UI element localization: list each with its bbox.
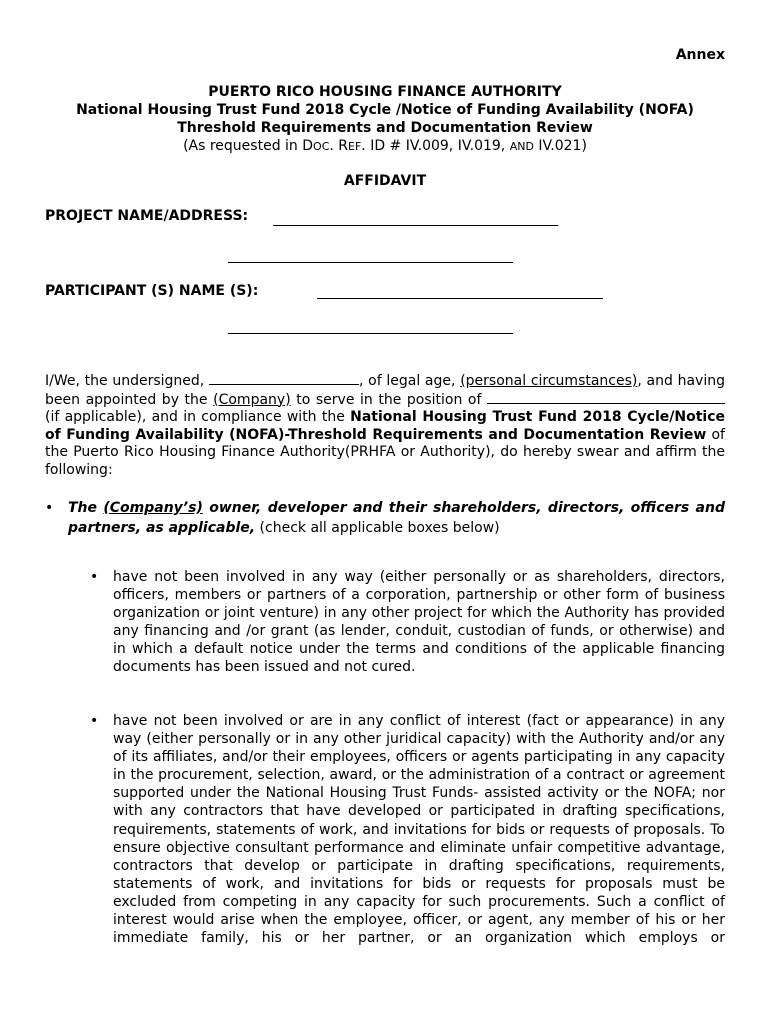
participant-name-field[interactable] <box>317 298 603 299</box>
bullet-icon: • <box>90 713 99 729</box>
participant-name-field-2[interactable] <box>228 333 513 334</box>
intro-paragraph: I/We, the undersigned, , of legal age, (personal circumstances), and having been appointed by the (Company) to serve in the position of (if applicable), and in compliance with the National Housing Trust Fund 2018 Cycle/Notice of Funding Availability (NOFA)-Threshold Requirements and Documentation Review of the Puerto Rico Housing Finance Authority(PRHFA or Authority), do hereby swear and affirm the following: <box>45 373 726 478</box>
bullet-icon: • <box>45 500 54 516</box>
affidavit-title: AFFIDAVIT <box>343 173 427 189</box>
review-title: Threshold Requirements and Documentation Review <box>177 120 593 136</box>
project-address-field[interactable] <box>228 262 513 263</box>
main-bullet: • The (Company’s) owner, developer and their shareholders, directors, officers and partners, as applicable, (check all applicable boxes below) <box>45 500 725 536</box>
authority-name: PUERTO RICO HOUSING FINANCE AUTHORITY <box>208 84 562 100</box>
participant-name-label: PARTICIPANT (S) NAME (S): <box>45 283 259 299</box>
document-header <box>0 83 770 156</box>
annex-label: Annex <box>675 47 725 63</box>
position-field[interactable] <box>487 391 725 404</box>
requested-reference: (As requested in DOC. REF. ID # IV.009, IV.019, AND IV.021) <box>183 138 587 154</box>
project-name-label: PROJECT NAME/ADDRESS: <box>45 208 249 224</box>
project-name-field[interactable] <box>273 225 558 226</box>
nofa-title: National Housing Trust Fund 2018 Cycle /Notice of Funding Availability (NOFA) <box>76 102 694 118</box>
bullet-icon: • <box>90 569 99 585</box>
sub-bullet-conflict-of-interest: • have not been involved or are in any conflict of interest (fact or appearance) in any way (either personally or in any other juridical capacity) with the Authority and/or any of its affiliates, and/or their employees, officers or agents participating in any capacity in the procurement, selection, award, or the administration of a contract or agreement supported under the National Housing Trust Funds- assisted activity or the NOFA; nor with any contractors that have developed or participated in drafting specifications, requirements, statements of work, and invitations for bids or requests of proposals. To ensure objective consultant performance and eliminate unfair competitive advantage, contractors that develop or participate in drafting specifications, requirements, statements of work, and invitations for bids or requests for proposals must be excluded from competing in any capacity for such procurements. Such a conflict of interest would arise when the employee, officer, or agent, any member of his or her immediate family, his or her partner, or an organization which employs or <box>90 713 725 947</box>
undersigned-name-field[interactable] <box>209 372 359 385</box>
sub-bullet-default-notice: • have not been involved in any way (either personally or as shareholders, directors, officers, members or partners of a corporation, partnership or other form of business organization or joint venture) in any other project for which the Authority has provided any financing and /or grant (as lender, conduit, custodian of funds, or otherwise) and in which a default notice under the terms and conditions of the applicable financing documents has been issued and not cured. <box>90 569 725 676</box>
